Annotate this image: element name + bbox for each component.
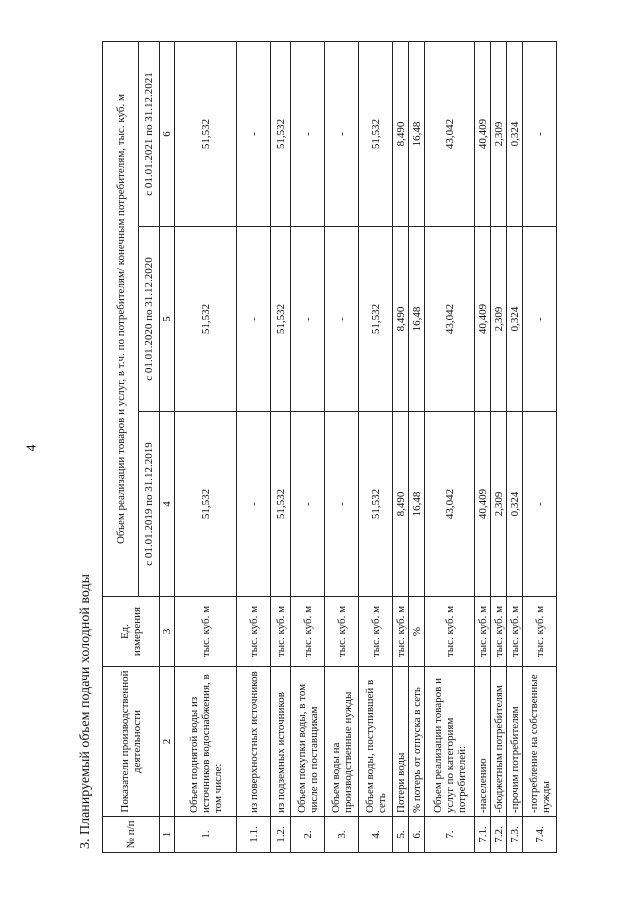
row-value-2020: - — [325, 227, 359, 412]
row-value-2020: 43,042 — [425, 227, 475, 412]
row-num: 5. — [393, 817, 409, 853]
row-value-2020: 40,409 — [475, 227, 491, 412]
row-unit: тыс. куб. м — [523, 597, 557, 667]
table-row — [393, 42, 409, 853]
row-value-2021: 8,490 — [393, 42, 409, 227]
row-value-2019: - — [325, 412, 359, 597]
table-row — [271, 42, 291, 853]
row-value-2021: 2,309 — [491, 42, 507, 227]
row-num: 7.2. — [491, 817, 507, 853]
row-value-2019: 2,309 — [491, 412, 507, 597]
row-num: 7.1. — [475, 817, 491, 853]
row-value-2021: - — [325, 42, 359, 227]
row-num: 7.3. — [507, 817, 523, 853]
row-value-2020: - — [291, 227, 325, 412]
header-period-2019: с 01.01.2019 по 31.12.2019 — [139, 412, 160, 597]
row-value-2021: 51,532 — [175, 42, 237, 227]
row-unit: тыс. куб. м — [175, 597, 237, 667]
header-unit: Ед. измерения — [103, 597, 160, 667]
table-row — [409, 42, 425, 853]
table-row — [175, 42, 237, 853]
row-value-2020: 51,532 — [175, 227, 237, 412]
row-value-2021: - — [523, 42, 557, 227]
table-row — [425, 42, 475, 853]
row-value-2020: 51,532 — [271, 227, 291, 412]
column-number: 4 — [160, 412, 175, 597]
header-num: № п/п — [103, 817, 160, 853]
row-value-2019: 43,042 — [425, 412, 475, 597]
column-numbers-row — [160, 42, 175, 853]
row-value-2019: 40,409 — [475, 412, 491, 597]
row-unit: тыс. куб. м — [271, 597, 291, 667]
row-indicator: Объем покупки воды, в том числе по поставщикам — [291, 667, 325, 817]
row-value-2019: 51,532 — [175, 412, 237, 597]
row-value-2019: 16,48 — [409, 412, 425, 597]
row-unit: тыс. куб. м — [491, 597, 507, 667]
row-value-2019: 0,324 — [507, 412, 523, 597]
row-unit: тыс. куб. м — [237, 597, 271, 667]
row-unit: тыс. куб. м — [325, 597, 359, 667]
row-num: 3. — [325, 817, 359, 853]
table-row — [359, 42, 393, 853]
row-indicator: из подземных источников — [271, 667, 291, 817]
row-unit: тыс. куб. м — [425, 597, 475, 667]
row-unit: тыс. куб. м — [475, 597, 491, 667]
row-value-2020: 2,309 — [491, 227, 507, 412]
table-row — [291, 42, 325, 853]
row-value-2021: 43,042 — [425, 42, 475, 227]
row-num: 1. — [175, 817, 237, 853]
row-value-2020: - — [523, 227, 557, 412]
row-value-2020: 8,490 — [393, 227, 409, 412]
row-indicator: -потребление на собственные нужды — [523, 667, 557, 817]
row-num: 7.4. — [523, 817, 557, 853]
table-row — [325, 42, 359, 853]
row-indicator: Объем воды, поступившей в сеть — [359, 667, 393, 817]
rotated-page-content — [72, 41, 572, 853]
row-unit: тыс. куб. м — [291, 597, 325, 667]
row-unit: тыс. куб. м — [507, 597, 523, 667]
row-value-2020: 51,532 — [359, 227, 393, 412]
column-number: 1 — [160, 817, 175, 853]
row-value-2019: - — [523, 412, 557, 597]
row-value-2021: - — [237, 42, 271, 227]
row-indicator: % потерь от отпуска в сеть — [409, 667, 425, 817]
row-num: 4. — [359, 817, 393, 853]
row-unit: тыс. куб. м — [359, 597, 393, 667]
water-supply-table — [102, 41, 557, 853]
row-value-2020: 0,324 — [507, 227, 523, 412]
column-number: 3 — [160, 597, 175, 667]
row-value-2021: 51,532 — [359, 42, 393, 227]
row-indicator: -бюджетным потребителям — [491, 667, 507, 817]
header-period-2020: с 01.01.2020 по 31.12.2020 — [139, 227, 160, 412]
table-row — [523, 42, 557, 853]
row-value-2021: 51,532 — [271, 42, 291, 227]
row-value-2021: - — [291, 42, 325, 227]
row-indicator: Потери воды — [393, 667, 409, 817]
row-value-2019: - — [237, 412, 271, 597]
section-title: 3. Планируемый объем подачи холодной воды — [78, 574, 93, 849]
row-num: 2. — [291, 817, 325, 853]
row-indicator: -прочим потребителям — [507, 667, 523, 817]
column-number: 6 — [160, 42, 175, 227]
header-period-2021: с 01.01.2021 по 31.12.2021 — [139, 42, 160, 227]
page-number: 4 — [24, 444, 40, 452]
row-value-2021: 0,324 — [507, 42, 523, 227]
row-indicator: Объем воды на производственные нужды — [325, 667, 359, 817]
row-value-2019: - — [291, 412, 325, 597]
row-value-2019: 51,532 — [359, 412, 393, 597]
row-value-2019: 8,490 — [393, 412, 409, 597]
row-value-2020: - — [237, 227, 271, 412]
table-row — [491, 42, 507, 853]
row-value-2021: 16,48 — [409, 42, 425, 227]
row-indicator: из поверхностных источников — [237, 667, 271, 817]
table-row — [507, 42, 523, 853]
row-num: 7. — [425, 817, 475, 853]
row-indicator: Объем реализации товаров и услуг по категориям потребителей: — [425, 667, 475, 817]
row-indicator: Объем поднятой воды из источников водоснабжения, в том числе: — [175, 667, 237, 817]
row-num: 1.2. — [271, 817, 291, 853]
row-unit: % — [409, 597, 425, 667]
row-unit: тыс. куб. м — [393, 597, 409, 667]
header-indicator: Показатели производственной деятельности — [103, 667, 160, 817]
header-group: Объем реализации товаров и услуг, в т.ч. по потребителям/ конечным потребителям, тыс. куб. м — [103, 42, 139, 597]
row-value-2019: 51,532 — [271, 412, 291, 597]
table-row — [237, 42, 271, 853]
column-number: 2 — [160, 667, 175, 817]
row-value-2021: 40,409 — [475, 42, 491, 227]
row-indicator: -населению — [475, 667, 491, 817]
row-num: 6. — [409, 817, 425, 853]
column-number: 5 — [160, 227, 175, 412]
row-num: 1.1. — [237, 817, 271, 853]
row-value-2020: 16,48 — [409, 227, 425, 412]
table-row — [475, 42, 491, 853]
